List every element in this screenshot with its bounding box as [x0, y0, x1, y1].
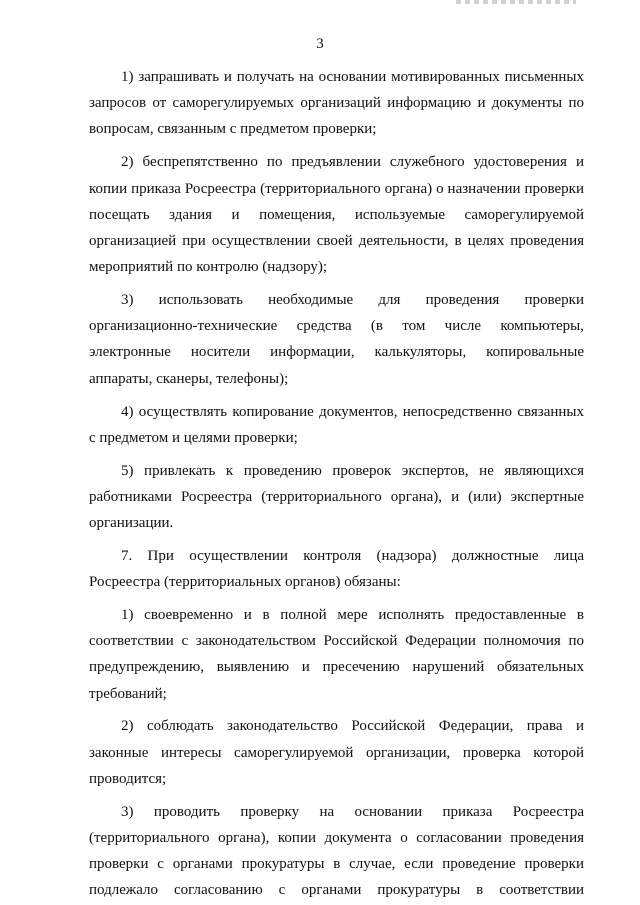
paragraph-obligation-1-exercise-powers: 1) своевременно и в полной мере исполнять предоставленные в соответствии с законодательством Российской Федерации полномочия по предупреждению, выявлению и пресечению нарушений обязательных требований;	[89, 606, 584, 702]
paragraph-obligation-3-conduct-inspection: 3) проводить проверку на основании приказа Росреестра (территориального органа), копии документа о согласовании проведения проверки с органами прокуратуры в случае, если проведение проверки подлежало согласованию с органами прокуратуры в соответствии	[89, 803, 584, 899]
document-body	[89, 64, 584, 904]
paragraph-right-4-copy-documents: 4) осуществлять копирование документов, непосредственно связанных с предметом и целями проверки;	[89, 403, 584, 446]
paragraph-section-7-obligations: 7. При осуществлении контроля (надзора) должностные лица Росреестра (территориальных органов) обязаны:	[89, 547, 584, 591]
scan-artifact	[456, 0, 576, 4]
page-number: 3	[316, 36, 324, 52]
paragraph-right-1-request-info: 1) запрашивать и получать на основании мотивированных письменных запросов от саморегулируемых организаций информацию и документы по вопросам, связанным с предметом проверки;	[89, 69, 584, 138]
paragraph-right-5-involve-experts: 5) привлекать к проведению проверок экспертов, не являющихся работниками Росреестра (территориального органа), и (или) экспертные организации.	[89, 462, 584, 531]
paragraph-right-3-use-equipment: 3) использовать необходимые для проведения проверки организационно-технические средства (в том числе компьютеры, электронные носители информации, калькуляторы, копировальные аппараты, сканеры, телефоны);	[89, 292, 584, 387]
paragraph-obligation-2-comply-law: 2) соблюдать законодательство Российской Федерации, права и законные интересы саморегулируемой организации, проверка которой проводится;	[89, 718, 584, 787]
paragraph-right-2-visit-premises: 2) беспрепятственно по предъявлении служебного удостоверения и копии приказа Росреестра (территориального органа) о назначении проверки посещать здания и помещения, используемые саморегулируемой организацией при осуществлении своей деятельности, в целях проведения мероприятий по контролю (надзору);	[89, 154, 584, 276]
